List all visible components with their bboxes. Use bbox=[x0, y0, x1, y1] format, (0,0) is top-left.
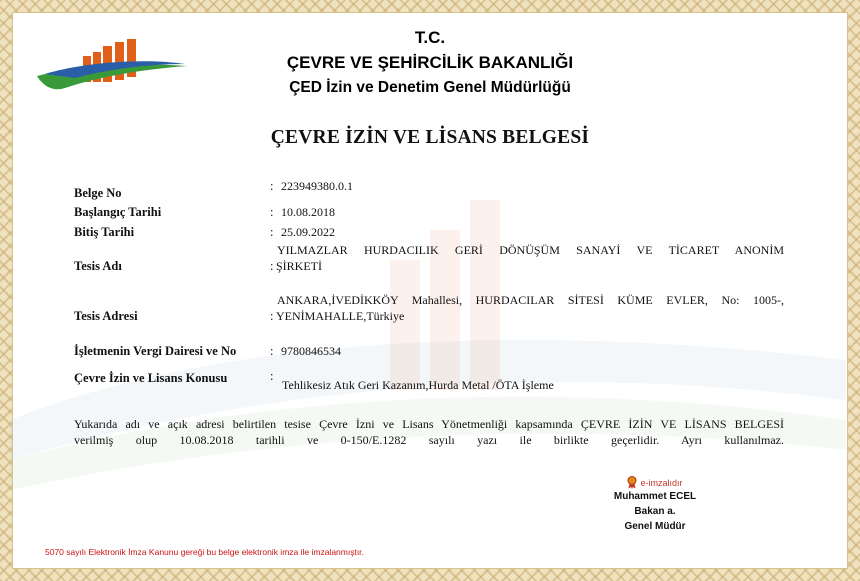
colon: : bbox=[270, 369, 274, 383]
validity-paragraph-line1: Yukarıda adı ve açık adresi belirtilen tesise Çevre İzni ve Lisans Yönetmenliği kapsamında ÇEVRE İZİN VE LİSANS BELGESİ bbox=[74, 417, 784, 431]
ministry-logo-icon bbox=[35, 36, 190, 102]
value-facility-name-line2: ŞİRKETİ bbox=[276, 259, 322, 273]
header-department: ÇED İzin ve Denetim Genel Müdürlüğü bbox=[289, 79, 571, 96]
value-facility-name-line1: YILMAZLAR HURDACILIK GERİ DÖNÜŞÜM SANAYİ VE TİCARET ANONİM bbox=[277, 243, 784, 257]
label-tax-office: İşletmenin Vergi Dairesi ve No bbox=[74, 344, 237, 358]
label-end-date: Bitiş Tarihi bbox=[74, 225, 135, 239]
validity-paragraph bbox=[74, 416, 784, 448]
header-tc: T.C. bbox=[414, 28, 446, 47]
colon: : bbox=[270, 179, 274, 193]
colon: : bbox=[270, 259, 274, 273]
e-signature-badge bbox=[590, 476, 720, 489]
validity-paragraph-line2: verilmiş olup 10.08.2018 tarihli ve 0-150/E.1282 sayılı yazı ile birlikte geçerlidir. Ayrı kullanılmaz. bbox=[74, 433, 784, 447]
signer-role-2: Genel Müdür bbox=[624, 521, 686, 532]
value-belge-no: 223949380.0.1 bbox=[281, 179, 353, 193]
document-title: ÇEVRE İZİN VE LİSANS BELGESİ bbox=[270, 127, 590, 148]
colon: : bbox=[270, 344, 274, 358]
value-end-date: 25.09.2022 bbox=[281, 225, 335, 239]
label-license-subject: Çevre İzin ve Lisans Konusu bbox=[74, 371, 228, 385]
value-facility-address-line1: ANKARA,İVEDİKKÖY Mahallesi, HURDACILAR SİTESİ KÜME EVLER, No: 1005-, bbox=[277, 293, 784, 307]
colon: : bbox=[270, 309, 274, 323]
e-signature-law-notice: 5070 sayılı Elektronik İmza Kanunu gereği bu belge elektronik imza ile imzalanmıştır. bbox=[45, 547, 364, 557]
label-belge-no: Belge No bbox=[74, 186, 122, 200]
value-license-subject: Tehlikesiz Atık Geri Kazanım,Hurda Metal /ÖTA İşleme bbox=[282, 378, 554, 392]
signer-name: Muhammet ECEL bbox=[613, 491, 697, 502]
value-tax-office: 9780846534 bbox=[281, 344, 341, 358]
signer-role-1: Bakan a. bbox=[634, 506, 676, 517]
signature-block bbox=[590, 476, 720, 534]
colon: : bbox=[270, 225, 274, 239]
value-start-date: 10.08.2018 bbox=[281, 205, 335, 219]
colon: : bbox=[270, 205, 274, 219]
label-start-date: Başlangıç Tarihi bbox=[74, 205, 162, 219]
header bbox=[230, 26, 630, 100]
e-signature-text: e-imzalıdır bbox=[640, 477, 683, 488]
ribbon-seal-icon bbox=[627, 476, 637, 489]
value-facility-address-line2: YENİMAHALLE,Türkiye bbox=[276, 309, 405, 323]
label-facility-address: Tesis Adresi bbox=[74, 309, 138, 323]
header-ministry: ÇEVRE VE ŞEHİRCİLİK BAKANLIĞI bbox=[286, 53, 574, 72]
label-facility-name: Tesis Adı bbox=[74, 259, 122, 273]
